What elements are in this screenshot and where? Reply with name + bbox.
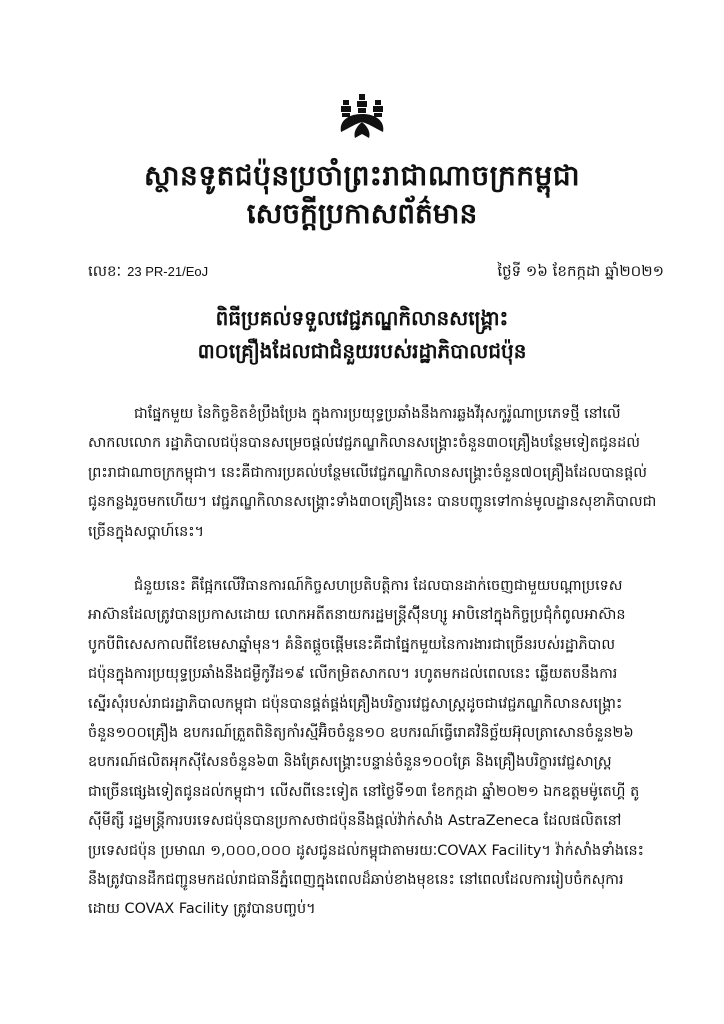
headline-line-1: ពិធីប្រគល់ទទួលវេជ្ជភណ្ឌកិលានសង្គ្រោះ <box>215 306 509 330</box>
paragraph-line: ចំនួន១០០គ្រឿង ឧបករណ៍ត្រួតពិនិត្យកាំរស្មីអ៊ិចចំនួន១០ ឧបករណ៍ធ្វើរោគវិនិច្ឆ័យអ៊ុលត្រាសោនចំនួន២៦ <box>88 725 634 742</box>
paragraph-line: ស៊ីមីត្សឺ រដ្ឋមន្ត្រីការបរទេសជប៉ុនបានប្រកាសថាជប៉ុននឹងផ្តល់វ៉ាក់សាំង AstraZeneca ដែលផលិតនៅ <box>88 813 622 830</box>
reference-number <box>88 262 208 284</box>
paragraph-line: ប្រទេសជប៉ុន ប្រមាណ ១,០០០,០០០ ដូសជូនដល់កម្ពុជាតាមរយៈCOVAX Facility។ វ៉ាក់សាំងទាំងនេះ <box>88 842 644 859</box>
paragraph-line: ជាច្រើនផ្សេងទៀតជូនដល់កម្ពុជា។ លើសពីនេះទៀត នៅថ្ងៃទី១៣ ខែកក្កដា ឆ្នាំ២០២១ ឯកឧត្តមម៉ូតេហ្គី តូ <box>88 783 640 800</box>
embassy-name: ស្ថានទូតជប៉ុនប្រចាំព្រះរាជាណាចក្រកម្ពុជា <box>144 159 580 192</box>
paulownia-emblem-icon <box>337 92 387 140</box>
paragraph-line: បូកបីពិសេសកាលពីខែមេសាឆ្នាំមុន។ គំនិតផ្តួចផ្តើមនេះគឺជាផ្នែកមួយនៃការងារជាច្រើនរបស់រដ្ឋាភិបាល <box>88 636 616 653</box>
paragraph-line: ដោយ COVAX Facility ត្រូវបានបញ្ចប់។ <box>88 901 316 918</box>
reference-value: 23 PR-21/EoJ <box>127 264 209 279</box>
paragraph-line: នឹងត្រូវបានដឹកជញ្ជូនមកដល់រាជធានីភ្នំពេញក្នុងពេលដ៏ឆាប់ខាងមុខនេះ នៅពេលដែលការរៀបចំកសុការ <box>88 872 624 889</box>
paragraph-line: អាស៊ានដែលត្រូវបានប្រកាសដោយ លោកអតីតនាយករដ្ឋមន្ត្រីស៊ុីនហ្សូ អាបិនៅក្នុងកិច្ចប្រជុំកំពូលអាស៊ាន <box>88 607 626 624</box>
paragraph-line: ច្រើនក្នុងសប្តាហ៍នេះ។ <box>88 523 205 540</box>
paragraph-line: សាកលលោក រដ្ឋាភិបាលជប៉ុនបានសម្រេចផ្តល់វេជ្ជភណ្ឌកិលានសង្គ្រោះចំនួន៣០គ្រឿងបន្ថែមទៀតជូនដល់ <box>88 435 640 452</box>
paragraph-line: ជាផ្នែកមួយ នៃកិច្ចខិតខំប្រឹងប្រែង ក្នុងការប្រយុទ្ធប្រឆាំងនឹងការឆ្លងវីរុសកូរ៉ូណាប្រភេទថ្មី នៅលើ <box>134 406 621 422</box>
headline-line-2: ៣០គ្រឿងដែលជាជំនួយរបស់រដ្ឋាភិបាលជប៉ុន <box>197 339 527 363</box>
paragraph-line: ឧបករណ៍ផលិតអុកស៊ីសែនចំនួន៦៣ និងគ្រែសង្គ្រោះបន្ទាន់ចំនួន១០០គ្រែ និងគ្រឿងបរិក្ខារវេជ្ជសាស្រ្ត <box>88 754 612 771</box>
reference-label: លេខៈ <box>88 262 122 280</box>
document-type-title: សេចក្តីប្រកាសព័ត៌មាន <box>246 197 478 230</box>
paragraph-1 <box>88 400 666 547</box>
paragraph-line: ជប៉ុនក្នុងការប្រយុទ្ធប្រឆាំងនឹងជម្ងឺកូវីដ១៩ លើកម្រិតសាកល។ រហូតមកដល់ពេលនេះ ឆ្លើយតបនឹងការ <box>88 666 618 683</box>
paragraph-line: ព្រះរាជាណាចក្រកម្ពុជា។ នេះគឺជាការប្រគល់បន្ថែមលើវេជ្ជភណ្ឌកិលានសង្គ្រោះចំនួន៧០គ្រឿងដែលបានផ្តល់ <box>88 464 647 481</box>
paragraph-line: ជូនកន្លងរួចមកហើយ។ វេជ្ជភណ្ឌកិលានសង្គ្រោះទាំង៣០គ្រឿងនេះ បានបញ្ជូនទៅកាន់មូលដ្ឋានសុខាភិបាលជា <box>88 494 657 511</box>
document-date: ថ្ងៃទី ១៦ ខែកក្កដា ឆ្នាំ២០២១ <box>497 262 664 280</box>
paragraph-line: ជំនួយនេះ គឺផ្អែកលើវិធានការណ៍កិច្ចសហប្រតិបត្តិការ ដែលបានដាក់ចេញជាមួយបណ្តាប្រទេស <box>134 578 623 594</box>
paragraph-2 <box>88 572 666 925</box>
paragraph-line: ស្នើរសុំរបស់រាជរដ្ឋាភិបាលកម្ពុជា ជប៉ុនបានផ្គត់ផ្គង់គ្រឿងបរិក្ខារវេជ្ជសាស្រ្តដូចជាវេជ្ជភណ្ឌកិលានសង្គ្រោះ <box>88 695 623 712</box>
